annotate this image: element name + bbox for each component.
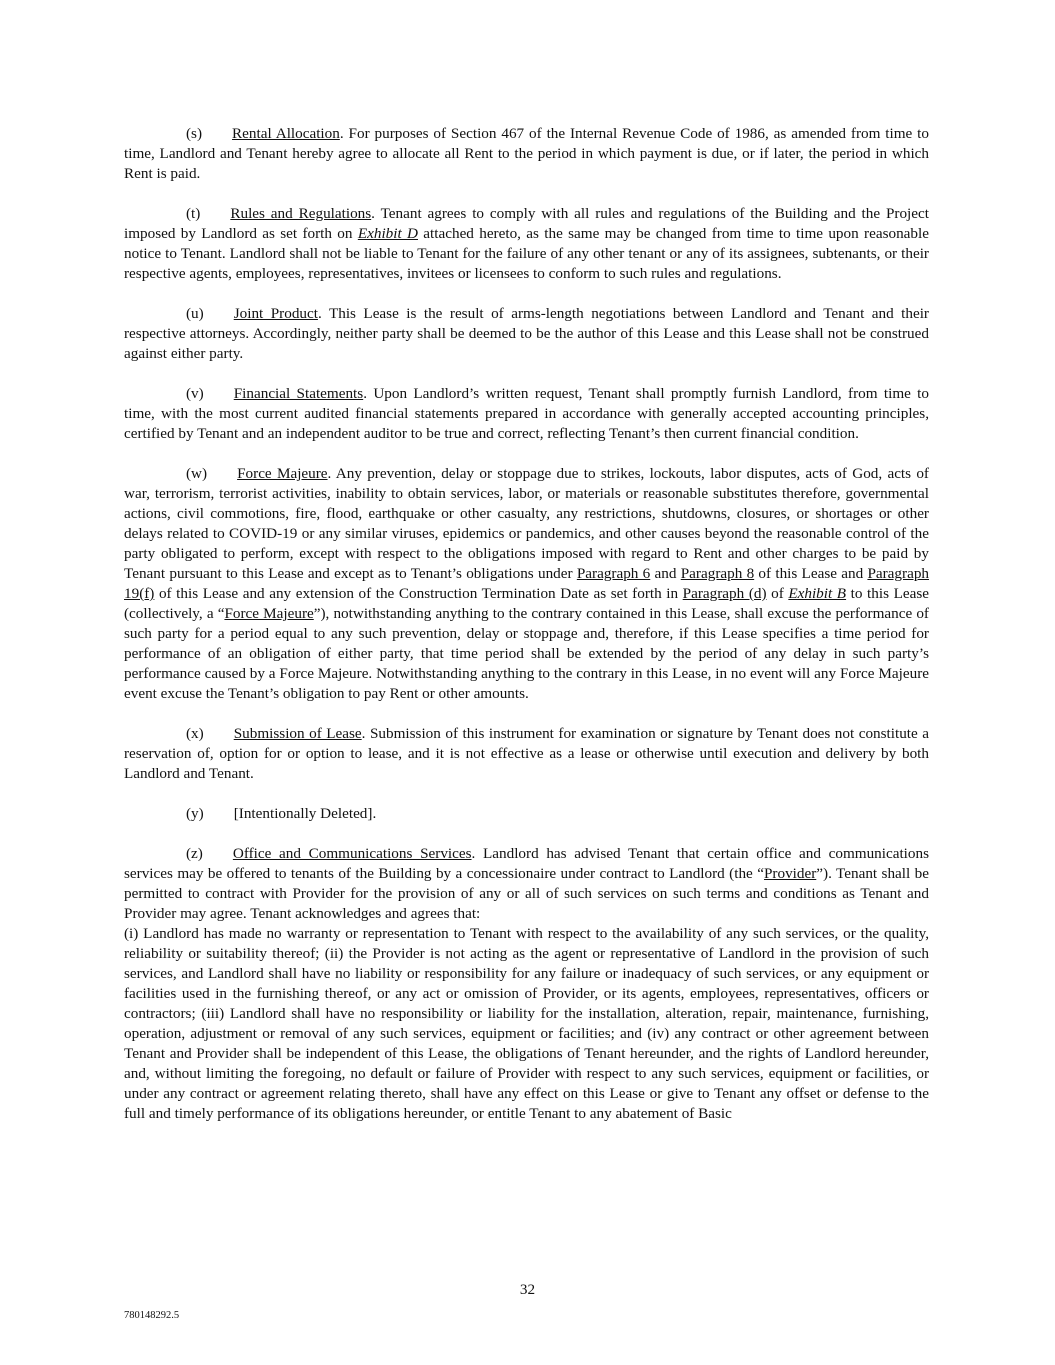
section-title: Force Majeure bbox=[237, 465, 328, 482]
section-v bbox=[124, 384, 929, 444]
page-number: 32 bbox=[519, 1281, 536, 1298]
paragraph-reference: Paragraph 8 bbox=[680, 565, 755, 582]
section-text: . Tenant agrees to comply with all rules and regulations of the Building and the Project imposed by Landlord as set forth on bbox=[124, 205, 929, 242]
section-label: (t) bbox=[186, 205, 201, 222]
section-title: Submission of Lease bbox=[233, 725, 362, 742]
section-text: ”). Tenant shall be permitted to contract with Provider for the provision of any or all of such services on such terms and conditions as Tenant and Provider may agree. Tenant acknowledges and agrees that: bbox=[124, 865, 929, 922]
section-z-continued bbox=[124, 924, 929, 1124]
section-label: (y) bbox=[186, 805, 204, 822]
section-title: Office and Communications Services bbox=[232, 845, 472, 862]
section-title: Joint Product bbox=[233, 305, 318, 322]
section-text: . Any prevention, delay or stoppage due to strikes, lockouts, labor disputes, acts of God, acts of war, terrorism, terrorist activities, inability to obtain services, labor, or materials or reasonable substitutes therefore, governmental actions, civil commotions, fire, flood, earthquake or other casualty, any restrictions, shutdowns, closures, or shortages or other delays related to COVID-19 or any similar viruses, epidemics or pandemics, and other causes beyond the reasonable control of the party obligated to perform, except with respect to the obligations imposed with regard to Rent and other charges to be paid by Tenant pursuant to this Lease and except as to Tenant’s obligations under bbox=[124, 465, 929, 582]
section-text: of bbox=[766, 585, 789, 602]
section-text: ”), notwithstanding anything to the contrary contained in this Lease, shall excuse the performance of such party for a period equal to any such prevention, delay or stoppage and, therefore, if this Lease specifies a time period for performance of an obligation of either party, that time period shall be extended by the period of any delay in such party’s performance caused by a Force Majeure. Notwithstanding anything to the contrary in this Lease, in no event will any Force Majeure event excuse the Tenant’s obligation to pay Rent or other amounts. bbox=[124, 605, 929, 702]
section-label: (z) bbox=[186, 845, 203, 862]
section-text: (i) Landlord has made no warranty or representation to Tenant with respect to the availability of any such services, or the quality, reliability or suitability thereof; (ii) the Provider is not acting as the agent or representative of Landlord in the provision of such services, and Landlord shall have no liability or responsibility for any failure or inadequacy of such services, or any equipment or facilities used in the furnishing thereof, or any act or omission of Provider, or its agents, employees, representatives, officers or contractors; (iii) Landlord shall have no responsibility or liability for the installation, alteration, repair, maintenance, furnishing, operation, adjustment or removal of any such services, equipment or facilities; and (iv) any contract or other agreement between Tenant and Provider shall be independent of this Lease, the obligations of Tenant hereunder, and the rights of Landlord hereunder, and, without limiting the foregoing, no default or failure of Provider with respect to any such services, equipment or facilities, or under any contract or agreement relating thereto, shall have any effect on this Lease or give to Tenant any offset or defense to the full and timely performance of its obligations hereunder, or entitle Tenant to any abatement of Basic bbox=[124, 925, 929, 1122]
section-label: (v) bbox=[186, 385, 204, 402]
section-t bbox=[124, 204, 929, 284]
section-y bbox=[124, 804, 929, 824]
section-text: . Landlord has advised Tenant that certain office and communications services may be offered to tenants of the Building by a concessionaire under contract to Landlord (the “ bbox=[124, 845, 929, 882]
exhibit-reference: Exhibit B bbox=[788, 585, 847, 602]
section-text: and bbox=[650, 565, 681, 582]
section-title: Rules and Regulations bbox=[230, 205, 372, 222]
section-text: attached hereto, as the same may be changed from time to time upon reasonable notice to Tenant. Landlord shall not be liable to Tenant for the failure of any other tenant or any of its assignees, subtenants, or their respective agents, employees, representatives, invitees or licensees to conform to such rules and regulations. bbox=[124, 225, 929, 282]
section-text: . Upon Landlord’s written request, Tenant shall promptly furnish Landlord, from time to time, with the most current audited financial statements prepared in accordance with generally accepted accounting principles, certified by Tenant and an independent auditor to be true and correct, reflecting Tenant’s then current financial condition. bbox=[124, 385, 929, 442]
section-title: Financial Statements bbox=[233, 385, 364, 402]
section-w bbox=[124, 464, 929, 704]
section-text: . For purposes of Section 467 of the Internal Revenue Code of 1986, as amended from time to time, Landlord and Tenant hereby agree to allocate all Rent to the period in which payment is due, or if later, the period in which Rent is paid. bbox=[124, 125, 930, 182]
section-text: of this Lease and bbox=[754, 565, 868, 582]
paragraph-reference: Paragraph 19(f) bbox=[124, 565, 930, 602]
section-s bbox=[124, 124, 929, 184]
section-text: of this Lease and any extension of the Construction Termination Date as set forth in bbox=[154, 585, 683, 602]
section-label: (w) bbox=[186, 465, 208, 482]
section-text: . Submission of this instrument for examination or signature by Tenant does not constitute a reservation of, option for or option to lease, and it is not effective as a lease or otherwise until execution and delivery by both Landlord and Tenant. bbox=[124, 725, 929, 782]
section-text: [Intentionally Deleted]. bbox=[233, 805, 377, 822]
section-label: (x) bbox=[186, 725, 204, 742]
section-text: to this Lease (collectively, a “ bbox=[124, 585, 929, 622]
section-title: Rental Allocation bbox=[232, 125, 340, 142]
section-label: (s) bbox=[186, 125, 203, 142]
paragraph-reference: Paragraph (d) bbox=[682, 585, 767, 602]
defined-term: Provider bbox=[763, 865, 817, 882]
defined-term: Force Majeure bbox=[224, 605, 314, 622]
section-text: . This Lease is the result of arms-length negotiations between Landlord and Tenant and their respective attorneys. Accordingly, neither party shall be deemed to be the author of this Lease and this Lease shall not be construed against either party. bbox=[124, 305, 929, 362]
exhibit-reference: Exhibit D bbox=[357, 225, 418, 242]
section-z bbox=[124, 844, 929, 924]
document-body bbox=[124, 124, 929, 1144]
document-id: 780148292.5 bbox=[124, 1310, 180, 1321]
paragraph-reference: Paragraph 6 bbox=[576, 565, 651, 582]
section-label: (u) bbox=[186, 305, 204, 322]
section-u bbox=[124, 304, 929, 364]
section-x bbox=[124, 724, 929, 784]
